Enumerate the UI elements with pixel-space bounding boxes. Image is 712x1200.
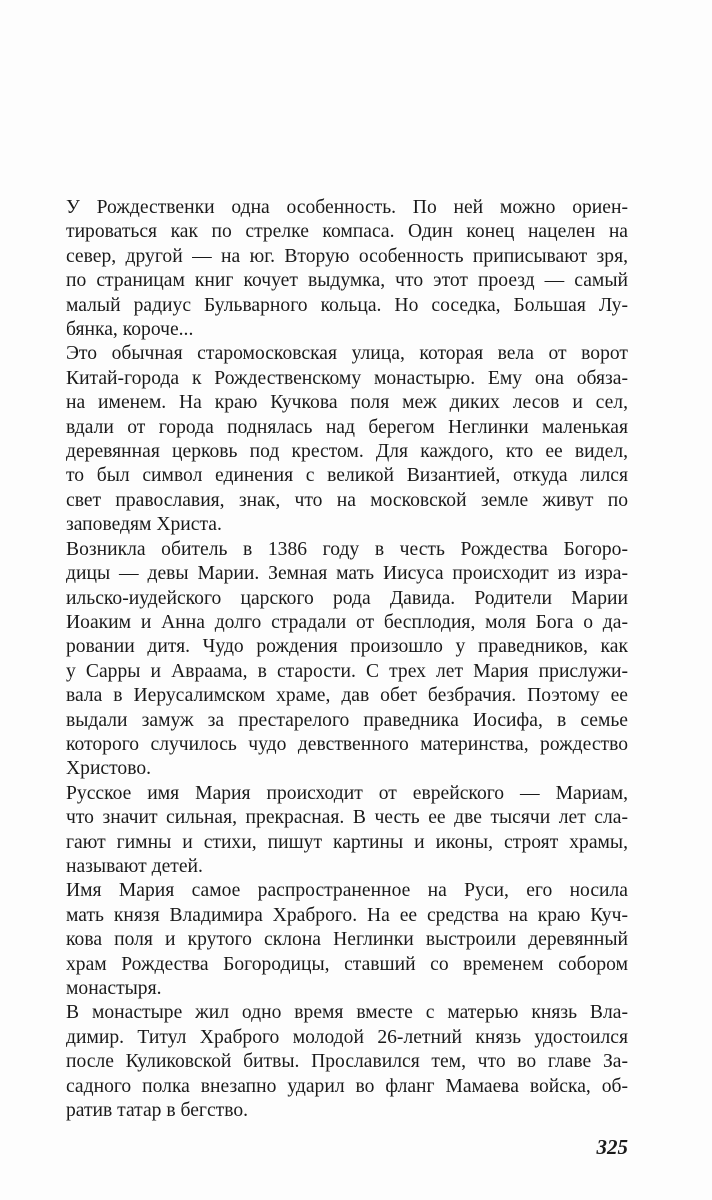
text-line: ильско-иудейского царского рода Давида. Родители Марии xyxy=(66,587,628,609)
text-line: гают гимны и стихи, пишут картины и иконы, строят храмы, xyxy=(66,831,628,853)
paragraph-6 xyxy=(42,1001,628,1123)
text-line: выдали замуж за престарелого праведника Иосифа, в семье xyxy=(66,709,628,731)
text-line: ровании дитя. Чудо рождения произошло у праведников, как xyxy=(66,636,628,658)
text-line: которого случилось чудо девственного материнства, рождество xyxy=(66,733,628,755)
text-line: Китай-города к Рождественскому монастырю. Ему она обяза- xyxy=(66,367,628,389)
text-line: храм Рождества Богородицы, ставший со временем собором xyxy=(66,953,628,975)
text-line: деревянная церковь под крестом. Для каждого, кто ее видел, xyxy=(66,441,628,463)
text-line: после Куликовской битвы. Прославился тем, что во главе За- xyxy=(66,1051,628,1073)
text-line: У Рождественки одна особенность. По ней можно ориен- xyxy=(66,197,628,218)
text-line: Это обычная старомосковская улица, которая вела от ворот xyxy=(66,343,628,365)
text-line: Имя Мария самое распространенное на Руси, его носила xyxy=(66,880,628,902)
text-line: кова поля и крутого склона Неглинки выстроили деревянный xyxy=(66,929,628,951)
text-line: что значит сильная, прекрасная. В честь ее две тысячи лет сла- xyxy=(66,807,628,829)
text-line: мать князя Владимира Храброго. На ее средства на краю Куч- xyxy=(66,904,628,926)
paragraph-2 xyxy=(42,342,628,537)
paragraph-1 xyxy=(42,196,628,342)
text-line: север, другой — на юг. Вторую особенность приписывают зря, xyxy=(66,245,628,267)
text-line: вдали от города поднялась над берегом Неглинки маленькая xyxy=(66,416,628,438)
text-line: В монастыре жил одно время вместе с матерью князь Вла- xyxy=(66,1002,628,1024)
text-line: малый радиус Бульварного кольца. Но соседка, Большая Лу- xyxy=(66,294,628,316)
page-number: 325 xyxy=(596,1135,628,1159)
text-line: ратив татар в бегство. xyxy=(66,1100,249,1122)
text-line: вала в Иерусалимском храме, дав обет безбрачия. Поэтому ее xyxy=(66,685,628,707)
text-line: заповедям Христа. xyxy=(66,514,222,536)
paragraph-3 xyxy=(42,538,628,782)
text-line: садного полка внезапно ударил во фланг Мамаева войска, об- xyxy=(66,1075,628,1097)
text-line: то был символ единения с великой Византией, откуда лился xyxy=(66,465,628,487)
text-line: на именем. На краю Кучкова поля меж диких лесов и сел, xyxy=(66,392,628,414)
text-line: бянка, короче... xyxy=(66,319,194,341)
text-line: монастыря. xyxy=(66,978,162,999)
paragraph-4 xyxy=(42,782,628,880)
paragraph-5 xyxy=(42,879,628,1001)
text-line: по страницам книг кочует выдумка, что этот проезд — самый xyxy=(66,270,628,292)
text-line: тироваться как по стрелке компаса. Один конец нацелен на xyxy=(66,221,628,243)
text-line: Христово. xyxy=(66,758,152,780)
body-text xyxy=(42,196,628,1123)
text-line: называют детей. xyxy=(66,855,203,877)
text-line: Иоаким и Анна долго страдали от бесплодия, моля Бога о да- xyxy=(66,611,628,633)
text-line: Возникла обитель в 1386 году в честь Рождества Богоро- xyxy=(66,538,628,560)
text-line: свет православия, знак, что на московской земле живут по xyxy=(66,489,628,511)
text-line: димир. Титул Храброго молодой 26-летний князь удостоился xyxy=(66,1026,628,1048)
text-line: у Сарры и Авраама, в старости. С трех лет Мария прислужи- xyxy=(66,660,628,682)
text-line: Русское имя Мария происходит от еврейского — Мариам, xyxy=(66,782,628,804)
text-line: дицы — девы Марии. Земная мать Иисуса происходит из изра- xyxy=(66,563,628,585)
